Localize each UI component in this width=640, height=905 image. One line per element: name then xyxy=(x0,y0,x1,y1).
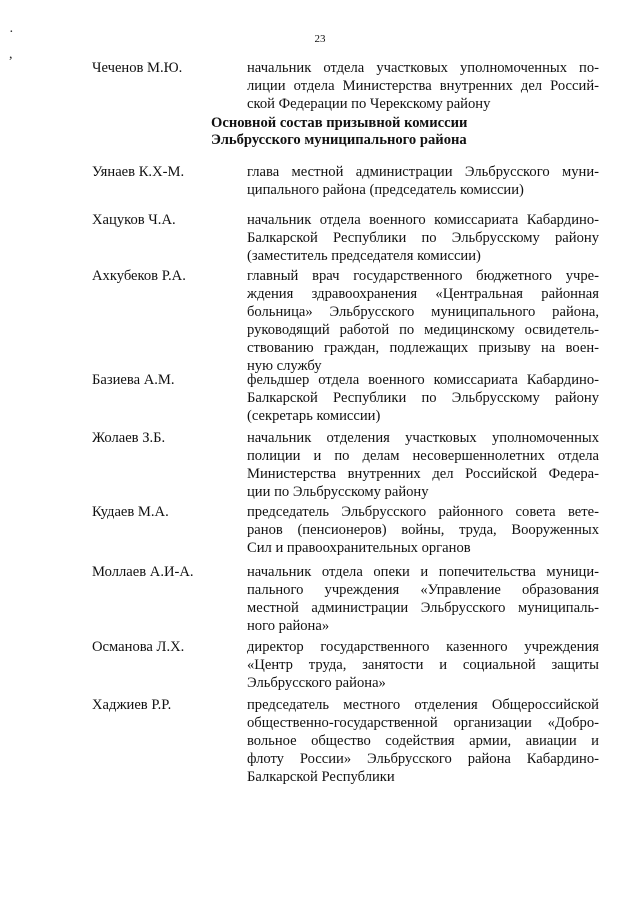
section-heading xyxy=(211,115,467,149)
member-role xyxy=(247,59,599,113)
member-name: Кудаев М.А. xyxy=(92,504,169,520)
heading-line: Основной состав призывной комиссии xyxy=(211,115,468,131)
member-role xyxy=(247,503,599,557)
member-name: Хаджиев Р.Р. xyxy=(92,697,172,713)
role-line: местной администрации Эльбрусского муниципаль- xyxy=(247,600,599,616)
role-line: ствованию граждан, подлежащих призыву на воен- xyxy=(247,340,599,356)
member-role xyxy=(247,371,599,425)
member-name: Жолаев З.Б. xyxy=(92,430,166,446)
role-line: председатель Эльбрусского районного совета вете- xyxy=(247,504,599,520)
scan-mark: · xyxy=(9,25,14,40)
member-name: Базиева А.М. xyxy=(92,372,175,388)
role-line: общественно-государственной организации «Добро- xyxy=(247,715,599,731)
role-line: (секретарь комиссии) xyxy=(247,408,381,424)
role-line: ного района» xyxy=(247,618,330,634)
role-line: ную службу xyxy=(247,358,322,374)
member-role xyxy=(247,429,599,501)
role-line: председатель местного отделения Общероссийской xyxy=(247,697,599,713)
member-role xyxy=(247,563,599,635)
role-line: Сил и правоохранительных органов xyxy=(247,540,471,556)
role-line: (заместитель председателя комиссии) xyxy=(247,248,481,264)
member-role xyxy=(247,267,599,375)
role-line: лиции отдела Министерства внутренних дел Россий- xyxy=(247,78,599,94)
member-role xyxy=(247,163,599,199)
role-line: руководящий работой по медицинскому освидетель- xyxy=(247,322,599,338)
role-line: больница» Эльбрусского муниципального района, xyxy=(247,304,599,320)
member-name: Моллаев А.И-А. xyxy=(92,564,194,580)
member-name: Чеченов М.Ю. xyxy=(92,60,183,76)
role-line: ждения здравоохранения «Центральная районная xyxy=(247,286,599,302)
role-line: ской Федерации по Черекскому району xyxy=(247,96,491,112)
role-line: ции по Эльбрусскому району xyxy=(247,484,429,500)
scan-mark: , xyxy=(9,47,13,62)
role-line: ципального района (председатель комиссии) xyxy=(247,182,524,198)
member-name: Османова Л.Х. xyxy=(92,639,185,655)
role-line: Министерства внутренних дел Российской Федера- xyxy=(247,466,599,482)
role-line: Балкарской Республики xyxy=(247,769,395,785)
role-line: глава местной администрации Эльбрусского муни- xyxy=(247,164,599,180)
heading-line: Эльбрусского муниципального района xyxy=(211,132,467,148)
member-name: Хацуков Ч.А. xyxy=(92,212,176,228)
role-line: ранов (пенсионеров) войны, труда, Вооруженных xyxy=(247,522,599,538)
role-line: начальник отделения участковых уполномоченных xyxy=(247,430,599,446)
role-line: Эльбрусского района» xyxy=(247,675,386,691)
role-line: полиции и по делам несовершеннолетних отдела xyxy=(247,448,599,464)
role-line: начальник отдела военного комиссариата Кабардино- xyxy=(247,212,599,228)
role-line: флоту России» Эльбрусского района Кабардино- xyxy=(247,751,599,767)
role-line: пального учреждения «Управление образования xyxy=(247,582,599,598)
role-line: «Центр труда, занятости и социальной защиты xyxy=(247,657,599,673)
role-line: начальник отдела участковых уполномоченных по- xyxy=(247,60,599,76)
role-line: Балкарской Республики по Эльбрусскому району xyxy=(247,390,599,406)
role-line: начальник отдела опеки и попечительства муници- xyxy=(247,564,599,580)
member-name: Ахкубеков Р.А. xyxy=(92,268,186,284)
page-number: 23 xyxy=(314,33,326,45)
role-line: фельдшер отдела военного комиссариата Кабардино- xyxy=(247,372,599,388)
member-name: Уянаев К.Х-М. xyxy=(92,164,185,180)
member-role xyxy=(247,696,599,786)
role-line: главный врач государственного бюджетного учре- xyxy=(247,268,599,284)
member-role xyxy=(247,211,599,265)
member-role xyxy=(247,638,599,692)
role-line: директор государственного казенного учреждения xyxy=(247,639,599,655)
role-line: вольное общество содействия армии, авиации и xyxy=(247,733,599,749)
role-line: Балкарской Республики по Эльбрусскому району xyxy=(247,230,599,246)
